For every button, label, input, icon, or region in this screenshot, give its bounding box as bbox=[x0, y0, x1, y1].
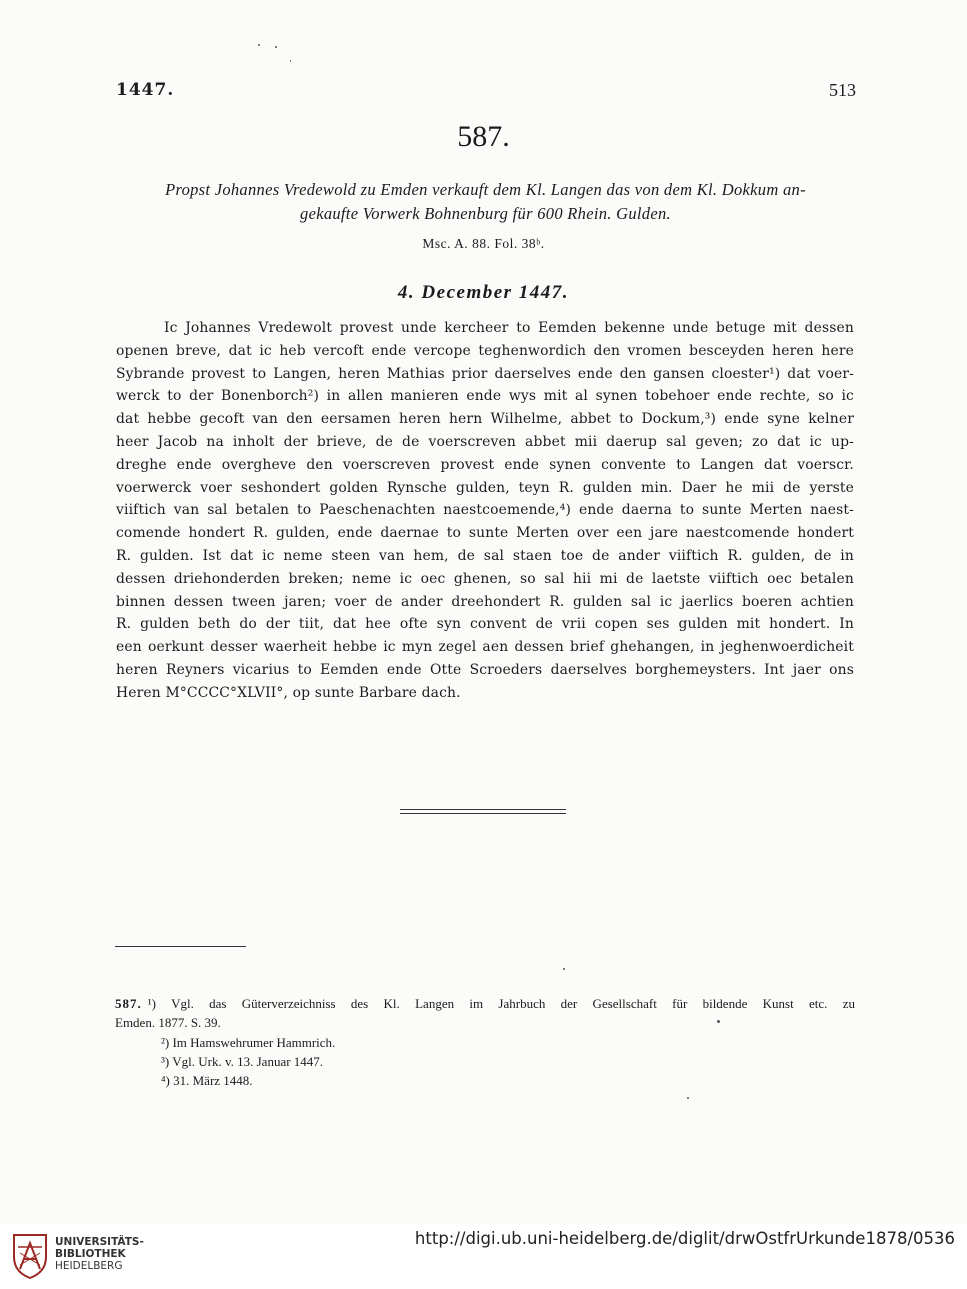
document-title bbox=[112, 178, 859, 226]
footnote-3: ³) Vgl. Urk. v. 13. Januar 1447. bbox=[161, 1053, 324, 1069]
charter-line: dreghe ende overgheve den voerscreven provest ende synen convente to Langen dat voerscr. bbox=[116, 456, 854, 473]
footnote-4: ⁴) 31. März 1448. bbox=[161, 1073, 253, 1089]
charter-line: comende hondert R. gulden, ende daernae to sunte Merten over een jare naestcomende hondert bbox=[116, 525, 854, 542]
section-divider bbox=[400, 809, 566, 814]
footnote-1-line-1 bbox=[115, 994, 855, 1013]
scan-speck bbox=[563, 968, 565, 970]
scan-speck bbox=[687, 1097, 689, 1099]
library-seal-icon bbox=[10, 1231, 50, 1279]
footnote-2: ²) Im Hamswehrumer Hammrich. bbox=[161, 1034, 336, 1050]
charter-line: een oerkunt desser waerheit hebbe ic myn zegel aen dessen brief ghehangen, in jeghenwoerdicheit bbox=[116, 639, 854, 656]
footnote-1-line-2: Emden. 1877. S. 39. bbox=[115, 1015, 221, 1031]
scan-speck bbox=[717, 1020, 720, 1023]
charter-line: Ic Johannes Vredewolt provest unde kercheer to Eemden bekenne unde betuge mit dessen bbox=[164, 320, 854, 336]
charter-line: werck to der Bonenborch²) in allen manieren ende wys mit al synen tobehoer ende rechte, so ic bbox=[116, 388, 854, 405]
logo-line-3: HEIDELBERG bbox=[55, 1260, 123, 1272]
document-title-line-2: gekaufte Vorwerk Bohnenburg für 600 Rhein. Gulden. bbox=[300, 204, 671, 223]
charter-line: openen breve, dat ic heb vercoft ende vercope teghenwordich den vromen besceyden heren here bbox=[116, 342, 854, 359]
charter-line: R. gulden. Ist dat ic neme steen van hem, de sal staen toe de ander viiftich R. gulden, de in bbox=[116, 547, 854, 564]
scan-speck bbox=[290, 60, 291, 62]
footnote-document-number: 587. bbox=[115, 996, 142, 1011]
manuscript-source: Msc. A. 88. Fol. 38ᵇ. bbox=[422, 236, 545, 251]
charter-line: voerwerck voer seshondert golden Rynsche gulden, teyn R. gulden min. Daer he mii de yerste bbox=[116, 479, 854, 496]
charter-line: Sybrande provest to Langen, heren Mathias prior daerselves ende den gansen cloester¹) dat voer- bbox=[116, 365, 854, 382]
logo-line-1: UNIVERSITÄTS- bbox=[55, 1236, 144, 1248]
footnote-1-text: Vgl. das Güterverzeichniss des Kl. Langen im Jahrbuch der Gesellschaft für bildende Kunst etc. zu bbox=[171, 996, 855, 1011]
charter-line: heren Reyners vicarius to Eemden ende Otte Scroeders daerselves borghemeysters. Int jaer ons bbox=[116, 661, 854, 678]
charter-line: dessen driehonderden breken; neme ic oec ghenen, so sal hii mi de laetste viiftich oec betalen bbox=[116, 570, 854, 587]
footnotes bbox=[115, 994, 855, 1090]
charter-line: viiftich van sal betalen to Paeschenachten naestcoemende,⁴) ende daerna to sunte Merten naest- bbox=[116, 502, 854, 519]
charter-line: heer Jacob na inholt der brieve, de de voerscreven abbet mii daerup sal geven; zo dat ic up- bbox=[116, 433, 854, 450]
footnote-1-marker: ¹) bbox=[147, 996, 156, 1011]
document-date: 4. December 1447. bbox=[397, 282, 570, 303]
document-number: 587. bbox=[457, 120, 510, 153]
logo-line-2: BIBLIOTHEK bbox=[55, 1248, 126, 1260]
library-logo-text bbox=[55, 1236, 144, 1272]
charter-text bbox=[116, 317, 854, 705]
charter-line: Heren M°CCCC°XLVII°, op sunte Barbare dach. bbox=[116, 684, 461, 701]
document-title-line-1: Propst Johannes Vredewold zu Emden verkauft dem Kl. Langen das von dem Kl. Dokkum an- bbox=[165, 180, 806, 199]
charter-line: binnen dessen tween jaren; voer de ander dreehondert R. gulden sal ic jaerlics boeren achtien bbox=[116, 593, 854, 610]
charter-line: dat hebbe gecoft van den eersamen heren hern Wilhelme, abbet to Dockum,³) ende syne kelner bbox=[116, 411, 854, 428]
scan-speck bbox=[258, 44, 260, 46]
scan-speck bbox=[275, 46, 277, 48]
charter-line: R. gulden beth do der tiit, dat hee ofte syn convent de vrii copen ses gulden mit hondert. In bbox=[116, 616, 854, 633]
footnote-divider bbox=[115, 946, 246, 947]
source-url-link[interactable]: http://digi.ub.uni-heidelberg.de/diglit/drwOstfrUrkunde1878/0536 bbox=[414, 1229, 955, 1248]
running-header-year: 1447. bbox=[116, 80, 175, 100]
page-number: 513 bbox=[829, 80, 856, 100]
